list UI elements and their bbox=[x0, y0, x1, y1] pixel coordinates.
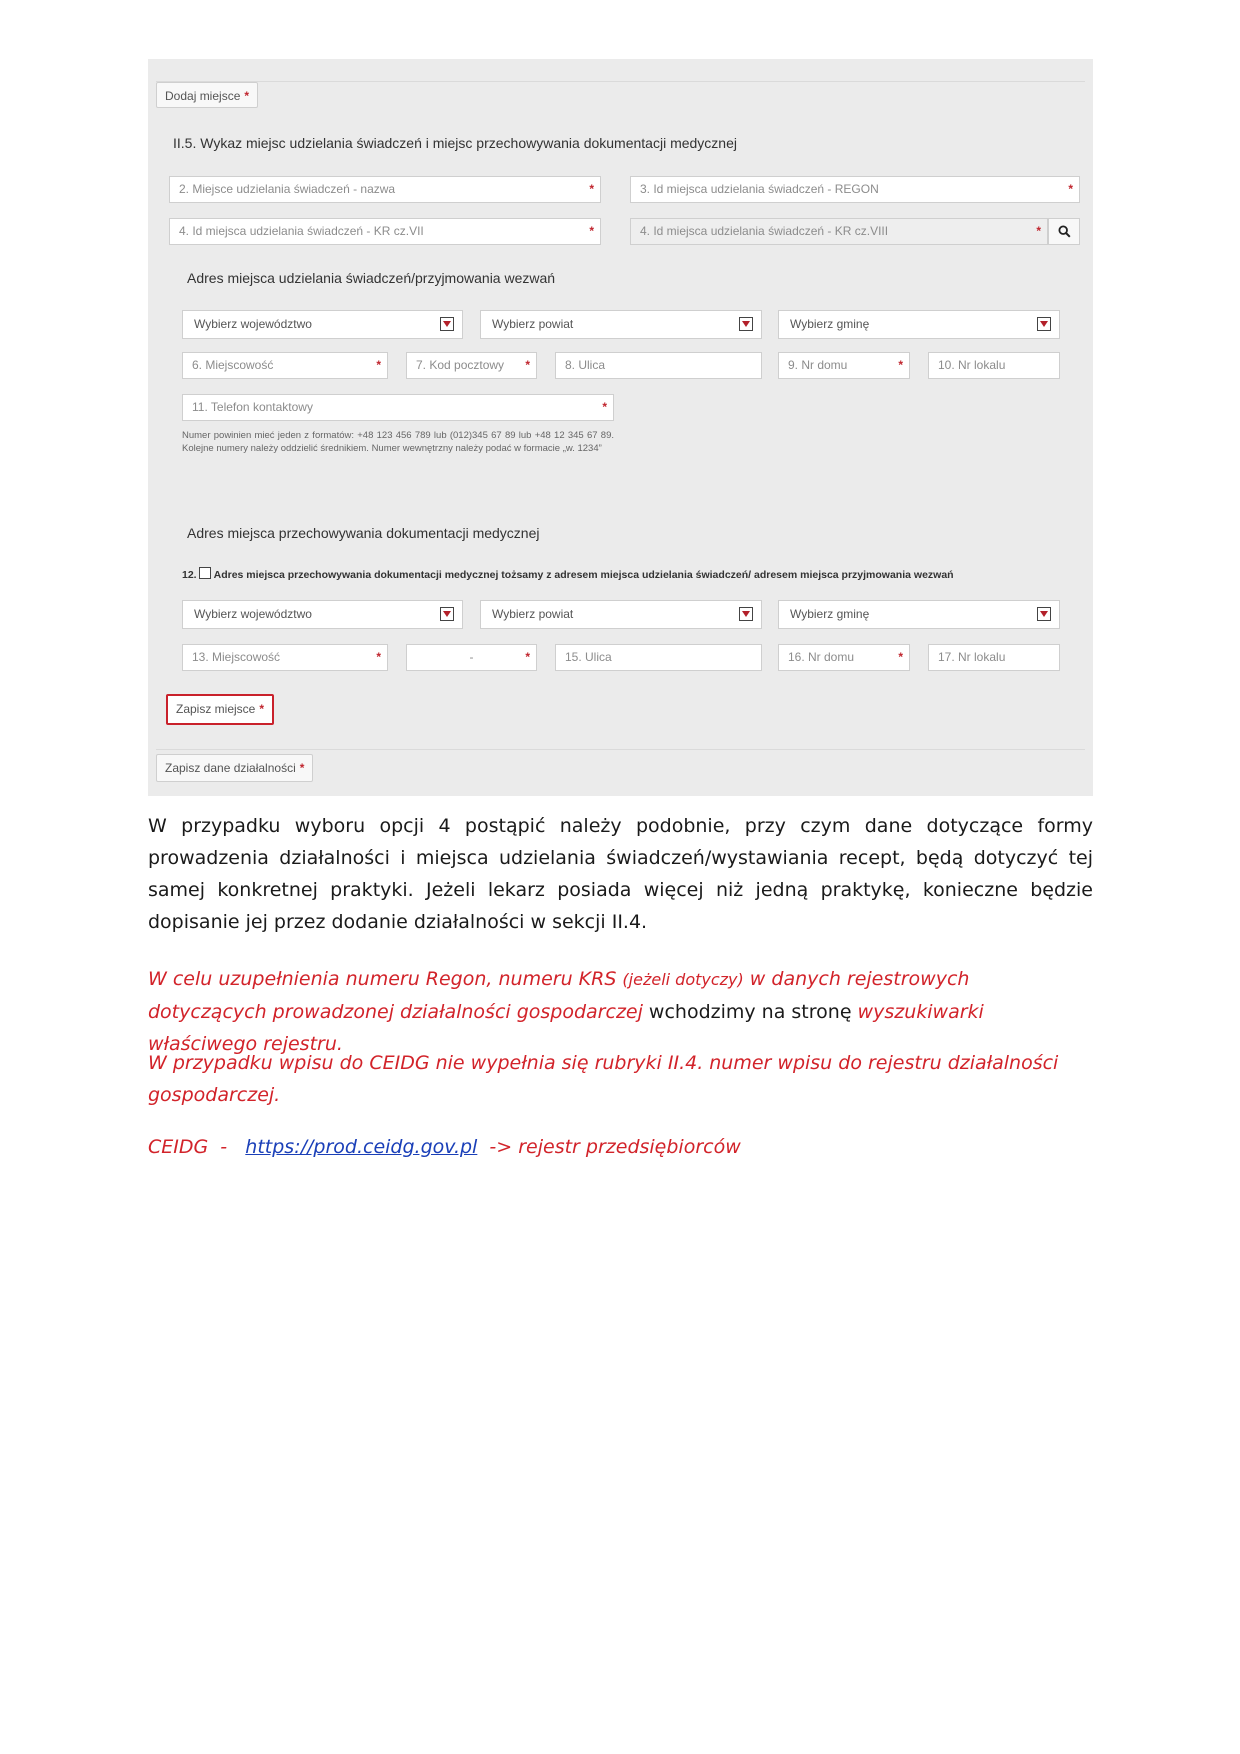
divider bbox=[156, 81, 1085, 82]
voivodeship-value: Wybierz województwo bbox=[194, 317, 312, 331]
phone-hint: Numer powinien mieć jeden z formatów: +48 123 456 789 lub (012)345 67 89 lub +48 12 345 67 89. Kolejne numery należy oddzielić średnikiem. Numer wewnętrzny należy podać w formacie „w. 1234” bbox=[182, 430, 614, 454]
city-field[interactable] bbox=[182, 352, 388, 379]
required-mark: * bbox=[299, 761, 305, 775]
required-mark: * bbox=[259, 702, 265, 716]
municipality-value-2: Wybierz gminę bbox=[790, 607, 870, 621]
ceidg-suffix: -> rejestr przedsiębiorców bbox=[477, 1136, 741, 1158]
search-icon bbox=[1058, 225, 1071, 238]
apartment-number-placeholder: 10. Nr lokalu bbox=[938, 358, 1006, 372]
place-regon-field[interactable] bbox=[630, 176, 1080, 203]
ceidg-link[interactable]: https://prod.ceidg.gov.pl bbox=[245, 1136, 478, 1158]
county-select[interactable] bbox=[480, 310, 762, 339]
para2-registration-data: w danych rejestrowych dotyczących prowadzonej działalności gospodarczej bbox=[148, 968, 970, 1023]
house-number-field-2[interactable] bbox=[778, 644, 910, 671]
section-title: II.5. Wykaz miejsc udzielania świadczeń i miejsc przechowywania dokumentacji medycznej bbox=[173, 135, 737, 151]
add-place-label: Dodaj miejsce bbox=[165, 89, 241, 103]
chevron-down-icon bbox=[1037, 607, 1051, 621]
para2-regon-krs: numeru Regon, numeru KRS bbox=[345, 968, 623, 990]
place-regon-placeholder: 3. Id miejsca udzielania świadczeń - REGON bbox=[640, 182, 879, 196]
divider bbox=[156, 749, 1085, 750]
address-docs-title: Adres miejsca przechowywania dokumentacji medycznej bbox=[187, 525, 540, 541]
paragraph-option-4: W przypadku wyboru opcji 4 postąpić należy podobnie, przy czym dane dotyczące formy prowadzenia działalności i miejsca udzielania świadczeń/wystawiania recept, będą dotyczyć tej samej konkretnej praktyki. Jeżeli lekarz posiada więcej niż jedną praktykę, konieczne będzie dopisanie jej przez dodanie działalności w sekcji II.4. bbox=[148, 815, 1093, 933]
save-activity-button[interactable] bbox=[156, 754, 313, 782]
chevron-down-icon bbox=[739, 607, 753, 621]
city-field-2[interactable] bbox=[182, 644, 388, 671]
required-mark: * bbox=[589, 182, 594, 196]
save-activity-label: Zapisz dane działalności bbox=[165, 761, 296, 775]
municipality-select-2[interactable] bbox=[778, 600, 1060, 629]
city-placeholder-2: 13. Miejscowość bbox=[192, 650, 281, 664]
required-mark: * bbox=[1036, 224, 1041, 238]
required-mark: * bbox=[376, 358, 381, 372]
municipality-select[interactable] bbox=[778, 310, 1060, 339]
street-field-2[interactable] bbox=[555, 644, 762, 671]
ceidg-link-line bbox=[148, 1131, 1093, 1163]
county-value-2: Wybierz powiat bbox=[492, 607, 574, 621]
phone-placeholder: 11. Telefon kontaktowy bbox=[192, 400, 313, 414]
chevron-down-icon bbox=[440, 317, 454, 331]
house-number-field[interactable] bbox=[778, 352, 910, 379]
address-service-title: Adres miejsca udzielania świadczeń/przyjmowania wezwań bbox=[187, 270, 556, 286]
required-mark: * bbox=[898, 358, 903, 372]
postal-code-placeholder: 7. Kod pocztowy bbox=[416, 358, 505, 372]
place-kr-vii-placeholder: 4. Id miejsca udzielania świadczeń - KR cz.VII bbox=[179, 224, 424, 238]
chevron-down-icon bbox=[1037, 317, 1051, 331]
paragraph-ceidg-note: W przypadku wpisu do CEIDG nie wypełnia się rubryki II.4. numer wpisu do rejestru działalności gospodarczej. bbox=[148, 1052, 1059, 1106]
para2-go-to-page: wchodzimy na stronę bbox=[648, 1001, 858, 1023]
apartment-number-field[interactable] bbox=[928, 352, 1060, 379]
chevron-down-icon bbox=[440, 607, 454, 621]
required-mark: * bbox=[376, 650, 381, 664]
checkbox-number: 12. bbox=[182, 569, 197, 581]
house-number-placeholder-2: 16. Nr domu bbox=[788, 650, 855, 664]
place-kr-viii-placeholder: 4. Id miejsca udzielania świadczeń - KR cz.VIII bbox=[640, 224, 889, 238]
house-number-placeholder: 9. Nr domu bbox=[788, 358, 848, 372]
required-mark: * bbox=[1068, 182, 1073, 196]
required-mark: * bbox=[525, 358, 530, 372]
postal-code-field-2[interactable] bbox=[406, 644, 537, 671]
place-kr-viii-field[interactable] bbox=[630, 218, 1048, 245]
voivodeship-value-2: Wybierz województwo bbox=[194, 607, 312, 621]
voivodeship-select[interactable] bbox=[182, 310, 463, 339]
street-placeholder-2: 15. Ulica bbox=[565, 650, 612, 664]
same-address-label: Adres miejsca przechowywania dokumentacji medycznej tożsamy z adresem miejsca udzielania świadczeń/ adresem miejsca przyjmowania wezwań bbox=[213, 569, 954, 581]
street-placeholder: 8. Ulica bbox=[565, 358, 606, 372]
search-button[interactable] bbox=[1048, 218, 1080, 245]
street-field[interactable] bbox=[555, 352, 762, 379]
municipality-value: Wybierz gminę bbox=[790, 317, 870, 331]
place-kr-vii-field[interactable] bbox=[169, 218, 601, 245]
same-address-checkbox[interactable] bbox=[199, 567, 211, 579]
required-mark: * bbox=[525, 650, 530, 664]
required-mark: * bbox=[898, 650, 903, 664]
apartment-number-placeholder-2: 17. Nr lokalu bbox=[938, 650, 1006, 664]
postal-code-field[interactable] bbox=[406, 352, 537, 379]
required-mark: * bbox=[589, 224, 594, 238]
required-mark: * bbox=[602, 400, 607, 414]
required-mark: * bbox=[244, 89, 250, 103]
para2-start: W celu uzupełnienia bbox=[148, 968, 346, 990]
same-address-row bbox=[182, 567, 954, 581]
county-select-2[interactable] bbox=[480, 600, 762, 629]
city-placeholder: 6. Miejscowość bbox=[192, 358, 274, 372]
postal-code-placeholder-2: - bbox=[469, 650, 474, 664]
apartment-number-field-2[interactable] bbox=[928, 644, 1060, 671]
place-name-field[interactable] bbox=[169, 176, 601, 203]
add-place-button[interactable] bbox=[156, 82, 258, 108]
para2-if-applicable: (jeżeli dotyczy) bbox=[622, 970, 744, 989]
phone-field[interactable] bbox=[182, 394, 614, 421]
form-screenshot bbox=[148, 59, 1093, 796]
place-name-placeholder: 2. Miejsce udzielania świadczeń - nazwa bbox=[179, 182, 396, 196]
paragraph-regon-krs bbox=[148, 963, 1093, 1060]
save-place-label: Zapisz miejsce bbox=[176, 702, 256, 716]
para2-registry-search: wyszukiwarki właściwego rejestru. bbox=[148, 1001, 984, 1055]
chevron-down-icon bbox=[739, 317, 753, 331]
county-value: Wybierz powiat bbox=[492, 317, 574, 331]
ceidg-label: CEIDG - bbox=[148, 1136, 246, 1158]
voivodeship-select-2[interactable] bbox=[182, 600, 463, 629]
save-place-button[interactable] bbox=[166, 694, 274, 725]
